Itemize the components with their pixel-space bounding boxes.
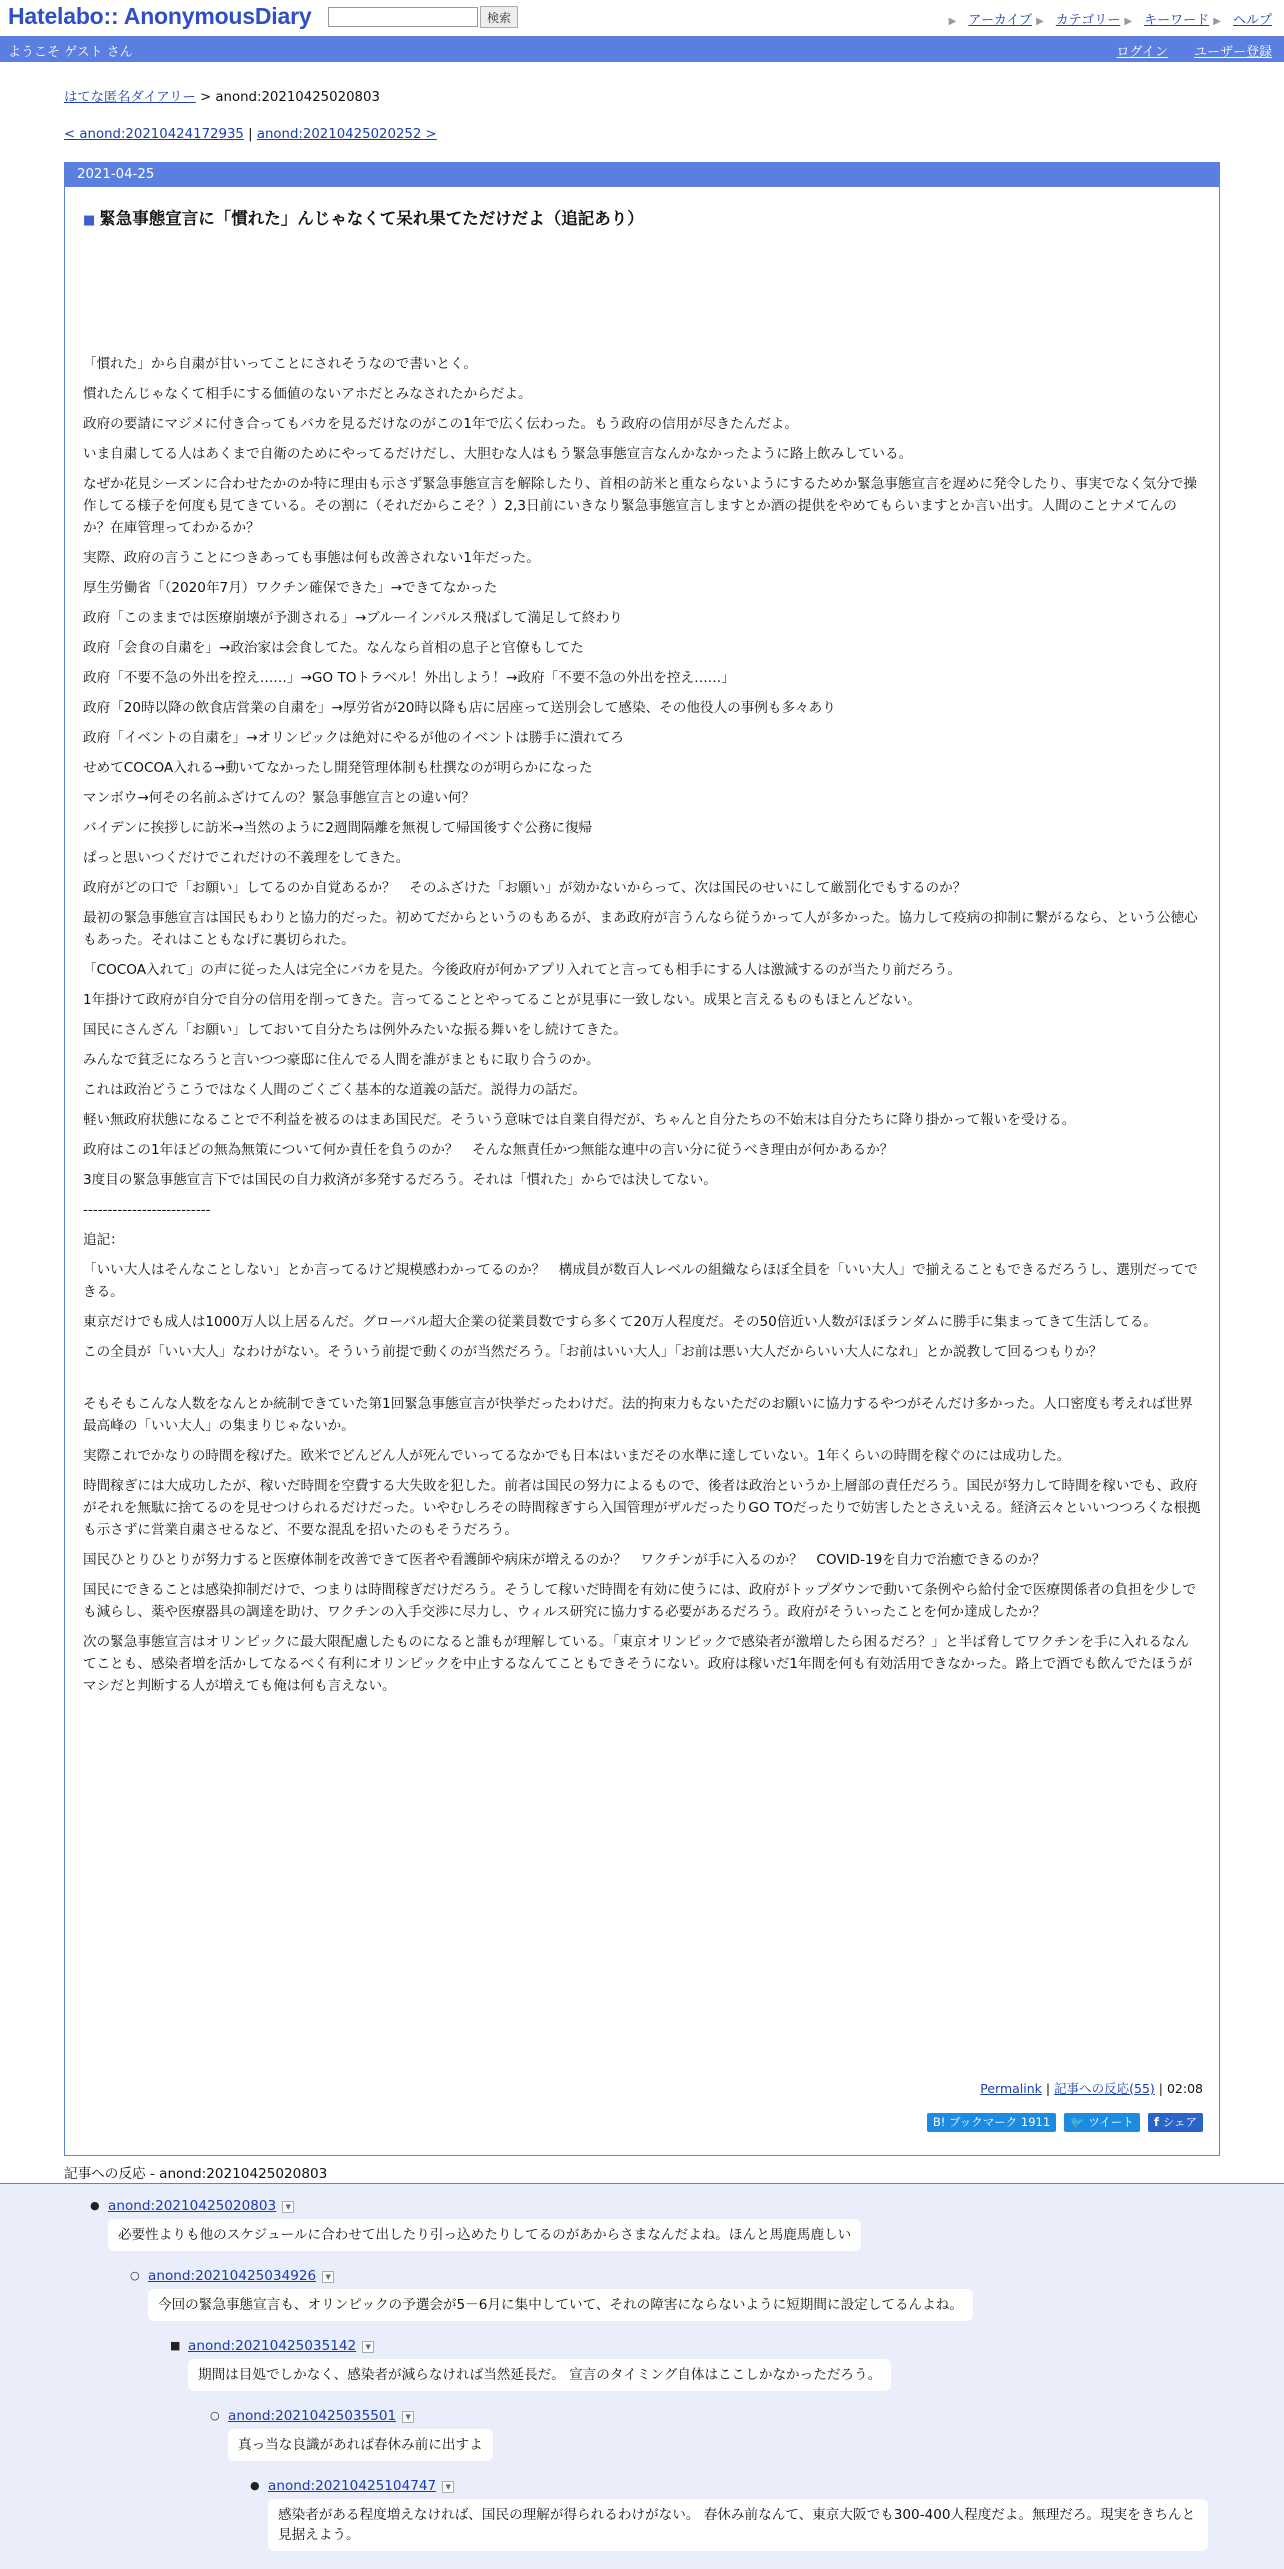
responses-heading: 記事への反応 - anond:20210425020803 xyxy=(64,2166,328,2182)
archive-link[interactable]: アーカイブ xyxy=(968,13,1032,28)
entry-paragraph: 実際これでかなりの時間を稼げた。欧米でどんどん人が死んでいってるなかでも日本はいまだその水準に達していない。1年くらいの時間を稼ぐのには成功した。 xyxy=(83,1448,1071,1464)
breadcrumb-current: anond:20210425020803 xyxy=(215,90,380,105)
entry-paragraph: せめてCOCOA入れる→動いてなかったし開発管理体制も杜撰なのが明らかになった xyxy=(83,760,593,776)
entry-paragraph: 1年掛けて政府が自分で自分の信用を削ってきた。言ってることとやってることが見事に一致しない。成果と言えるものもほとんどない。 xyxy=(83,992,921,1008)
facebook-share-button[interactable] xyxy=(1148,2113,1203,2132)
bullet-icon: ▶ xyxy=(1213,16,1221,27)
chevron-down-icon[interactable]: ▼ xyxy=(282,2201,294,2213)
entry-paragraph: 3度目の緊急事態宣言下では国民の自力救済が多発するだろう。それは「慣れた」からでは決してない。 xyxy=(83,1172,717,1188)
entry-paragraph: 時間稼ぎには大成功したが、稼いだ時間を空費する大失敗を犯した。前者は国民の努力によるもので、後者は政治というか上層部の責任だろう。国民が努力して時間を稼いでも、政府がそれを無駄に捨てるのを見せつけられるだけだった。いやむしろその時間稼ぎすら入国管理がザルだったりGO TOだったりで妨害したとさえいえる。経済云々といいつつろくな根拠も示さずに営業自粛させるなど、不要な混乱を招いたのもそうだろう。 xyxy=(83,1478,1201,1538)
entry-paragraph: マンボウ→何その名前ふざけてんの？緊急事態宣言との違い何？ xyxy=(83,790,476,806)
breadcrumb-home[interactable]: はてな匿名ダイアリー xyxy=(64,90,196,105)
facebook-icon: f xyxy=(1154,2115,1160,2129)
entry-paragraph: 政府「会食の自粛を」→政治家は会食してた。なんなら首相の息子と官僚もしてた xyxy=(83,640,584,656)
entry-paragraph: -------------------------- xyxy=(83,1202,211,1218)
entry-paragraph: 「COCOA入れて」の声に従った人は完全にバカを見た。今後政府が何かアプリ入れてと言っても相手にする人は激減するのが当たり前だろう。 xyxy=(83,962,962,978)
entry-body xyxy=(83,353,1201,1705)
search-button[interactable]: 検索 xyxy=(480,6,518,28)
entry-paragraph: みんなで貧乏になろうと言いつつ豪邸に住んでる人間を誰がまともに取り合うのか。 xyxy=(83,1052,600,1068)
entry-paragraph: 次の緊急事態宣言はオリンピックに最大限配慮したものになると誰もが理解している。「東京オリンピックで感染者が激増したら困るだろ？」と半ば脅してワクチンを手に入れるなんてことも、感染者増を活かしてなるべく有利にオリンピックを中止するなんてこともできそうにない。政府は稼いだ1年間を何も有効活用できなかった。路上で酒でも飲んでたほうがマシだと判断する人が増えても俺は何も言えない。 xyxy=(83,1634,1193,1694)
tweet-button[interactable] xyxy=(1064,2113,1139,2132)
auth-links xyxy=(1094,41,1272,60)
bullet-icon: ● xyxy=(250,2479,260,2492)
response-link[interactable]: anond:20210425104747 xyxy=(268,2478,437,2494)
response-item xyxy=(250,2478,454,2494)
entry-paragraph: そもそもこんな人数をなんとか統制できていた第1回緊急事態宣言が快挙だったわけだ。法的拘束力もないただのお願いに協力するやつがそんだけ多かった。人口密度も考えれば世界最高峰の「いい大人」の集まりじゃないか。 xyxy=(83,1396,1193,1434)
bullet-icon: ▶ xyxy=(1036,16,1044,27)
square-icon[interactable]: ■ xyxy=(83,213,96,228)
entry-paragraph: 最初の緊急事態宣言は国民もわりと協力的だった。初めてだからというのもあるが、まあ政府が言うんなら従うかって人が多かった。協力して疫病の抑制に繋がるなら、という公徳心もあった。それはこともなげに裏切られた。 xyxy=(83,910,1198,948)
response-item xyxy=(90,2198,294,2214)
entry-paragraph: 追記： xyxy=(83,1232,124,1248)
chevron-down-icon[interactable]: ▼ xyxy=(362,2341,374,2353)
response-text: 期間は目処でしかなく、感染者が減らなければ当然延長だ。 宣言のタイミング自体はここしかなかっただろう。 xyxy=(188,2359,891,2391)
entry-paragraph: 政府「不要不急の外出を控え……」→GO TOトラベル！外出しよう！→政府「不要不急の外出を控え……」 xyxy=(83,670,735,686)
responses-tree xyxy=(0,2183,1284,2569)
response-link[interactable]: anond:20210425035142 xyxy=(188,2338,357,2354)
tweet-label: ツイート xyxy=(1088,2115,1134,2129)
entry-paragraph: 東京だけでも成人は1000万人以上居るんだ。グローバル超大企業の従業員数ですら多くて20万人程度だ。その50倍近い人数がほぼランダムに勝手に集まってきて生活してる。 xyxy=(83,1314,1157,1330)
entry-paragraph: 国民ひとりひとりが努力すると医療体制を改善できて医者や看護師や病床が増えるのか？ ワクチンが手に入るのか？ COVID-19を自力で治癒できるのか？ xyxy=(83,1552,1046,1568)
entry-paragraph: 政府「20時以降の飲食店営業の自粛を」→厚労省が20時以降も店に居座って送別会して感染、その他役人の事例も多々あり xyxy=(83,700,836,716)
entry-navigation xyxy=(64,127,437,142)
entry-paragraph: 政府がどの口で「お願い」してるのか自覚あるか？ そのふざけた「お願い」が効かないからって、次は国民のせいにして厳罰化でもするのか？ xyxy=(83,880,967,896)
chevron-down-icon[interactable]: ▼ xyxy=(402,2411,414,2423)
bullet-icon: ▶ xyxy=(1124,16,1133,27)
response-item xyxy=(210,2408,414,2424)
breadcrumb-separator: > xyxy=(200,90,212,105)
help-link[interactable]: ヘルプ xyxy=(1232,13,1272,28)
user-bar xyxy=(0,36,1284,62)
entry-paragraph: 国民にできることは感染抑制だけで、つまりは時間稼ぎだけだろう。そうして稼いだ時間を有効に使うには、政府がトップダウンで動いて条例やら給付金で医療関係者の負担を少しでも減らし、薬や医療器具の調達を助け、ワクチンの入手交渉に尽力し、ウィルス研究に協力する必要があるだろう。政府がそういったことを何か達成したか？ xyxy=(83,1582,1197,1620)
bullet-icon: ● xyxy=(90,2199,100,2212)
entry-paragraph: 実際、政府の言うことにつきあっても事態は何も改善されない1年だった。 xyxy=(83,550,540,566)
bullet-icon: ▶ xyxy=(948,16,957,27)
article xyxy=(64,162,1220,2156)
response-link[interactable]: anond:20210425020803 xyxy=(108,2198,277,2214)
entry-paragraph: 政府「イベントの自粛を」→オリンピックは絶対にやるが他のイベントは勝手に潰れてろ xyxy=(83,730,624,746)
entry-paragraph: これは政治どうこうではなく人間のごくごく基本的な道義の話だ。説得力の話だ。 xyxy=(83,1082,586,1098)
prev-entry-link[interactable]: < anond:20210424172935 xyxy=(64,127,244,142)
twitter-icon: 🐦 xyxy=(1070,2115,1085,2129)
footer-separator: | xyxy=(1158,2081,1163,2096)
bullet-icon: ■ xyxy=(170,2339,181,2352)
response-item xyxy=(170,2338,374,2354)
site-logo[interactable]: Hatelabo:: AnonymousDiary xyxy=(8,3,312,29)
entry-title xyxy=(83,205,644,229)
entry-paragraph: 「慣れた」から自粛が甘いってことにされそうなので書いとく。 xyxy=(83,356,477,372)
entry-date: 2021-04-25 xyxy=(65,163,1219,187)
response-text: 感染者がある程度増えなければ、国民の理解が得られるわけがない。 春休み前なんて、東京大阪でも300-400人程度だよ。無理だろ。現実をきちんと見据えよう。 xyxy=(268,2499,1208,2551)
entry-paragraph: 政府はこの1年ほどの無為無策について何か責任を負うのか？ そんな無責任かつ無能な連中の言い分に従うべき理由が何かあるか？ xyxy=(83,1142,894,1158)
breadcrumb xyxy=(64,86,380,105)
category-link[interactable]: カテゴリー xyxy=(1055,13,1121,28)
entry-paragraph: ぱっと思いつくだけでこれだけの不義理をしてきた。 xyxy=(83,850,410,866)
chevron-down-icon[interactable]: ▼ xyxy=(322,2271,334,2283)
entry-time: 02:08 xyxy=(1166,2081,1203,2096)
entry-paragraph: なぜか花見シーズンに合わせたかのか特に理由も示さず緊急事態宣言を解除したり、首相の訪米と重ならないようにするためか緊急事態宣言を遅めに発令したり、事実でなく気分で操作してる様子を何度も見てきている。その割に（それだからこそ？）2,3日前にいきなり緊急事態宣言しますとか酒の提供をやめてもらいますとか言い出す。人間のことナメてんのか？在庫管理ってわかるか？ xyxy=(83,476,1198,536)
search-input[interactable] xyxy=(328,7,478,27)
hatena-bookmark-button[interactable]: B! ブックマーク 1911 xyxy=(927,2113,1056,2132)
bullet-icon: ○ xyxy=(130,2269,140,2282)
responses-link[interactable]: 記事への反応(55) xyxy=(1054,2081,1155,2096)
entry-paragraph: 「いい大人はそんなことしない」とか言ってるけど規模感わかってるのか？ 構成員が数百人レベルの組織ならほぼ全員を「いい大人」で揃えることもできるだろうし、選別だってできる。 xyxy=(83,1262,1198,1300)
keyword-link[interactable]: キーワード xyxy=(1144,13,1210,28)
footer-separator: | xyxy=(1045,2081,1051,2096)
response-link[interactable]: anond:20210425034926 xyxy=(148,2268,317,2284)
bullet-icon: ○ xyxy=(210,2409,220,2422)
entry-paragraph: 厚生労働省「（2020年7月）ワクチン確保できた」→できてなかった xyxy=(83,580,498,596)
response-text: 真っ当な良識があれば春休み前に出すよ xyxy=(228,2429,493,2461)
signup-link[interactable]: ユーザー登録 xyxy=(1193,45,1272,60)
nav-separator: | xyxy=(248,127,253,142)
share-buttons xyxy=(923,2113,1203,2132)
share-label: シェア xyxy=(1162,2115,1197,2129)
entry-paragraph: いま自粛してる人はあくまで自衛のためにやってるだけだし、大胆むな人はもう緊急事態宣言なんかなかったように路上飲みしている。 xyxy=(83,446,913,462)
permalink[interactable]: Permalink xyxy=(980,2081,1042,2096)
response-text: 今回の緊急事態宣言も、オリンピックの予選会が5－6月に集中していて、それの障害にならないように短期間に設定してるんよね。 xyxy=(148,2289,973,2321)
entry-title-text: 緊急事態宣言に「慣れた」んじゃなくて呆れ果てただけだよ（追記あり） xyxy=(99,209,644,228)
chevron-down-icon[interactable]: ▼ xyxy=(442,2481,454,2493)
spacer xyxy=(83,1371,1201,1385)
welcome-text: ようこそ ゲスト さん xyxy=(8,45,133,60)
response-link[interactable]: anond:20210425035501 xyxy=(228,2408,397,2424)
entry-paragraph: 軽い無政府状態になることで不利益を被るのはまあ国民だ。そういう意味では自業自得だが、ちゃんと自分たちの不始末は自分たちに降り掛かって報いを受ける。 xyxy=(83,1112,1076,1128)
next-entry-link[interactable]: anond:20210425020252 > xyxy=(256,127,437,142)
entry-paragraph: 政府の要請にマジメに付き合ってもバカを見るだけなのがこの1年で広く伝わった。もう政府の信用が尽きたんだよ。 xyxy=(83,416,798,432)
entry-paragraph: 慣れたんじゃなくて相手にする価値のないアホだとみなされたからだよ。 xyxy=(83,386,532,402)
entry-paragraph: 国民にさんざん「お願い」しておいて自分たちは例外みたいな振る舞いをし続けてきた。 xyxy=(83,1022,627,1038)
entry-paragraph: 政府「このままでは医療崩壊が予測される」→ブルーインパルス飛ばして満足して終わり xyxy=(83,610,623,626)
top-links xyxy=(949,9,1272,28)
login-link[interactable]: ログイン xyxy=(1116,45,1168,60)
entry-footer xyxy=(980,2079,1203,2097)
top-header xyxy=(0,0,1284,36)
response-item xyxy=(130,2268,334,2284)
entry-paragraph: この全員が「いい大人」なわけがない。そういう前提で動くのが当然だろう。「お前はいい大人」「お前は悪い大人だからいい大人になれ」とか説教して回るつもりか？ xyxy=(83,1344,1103,1360)
response-text: 必要性よりも他のスケジュールに合わせて出したり引っ込めたりしてるのがあからさまなんだよね。ほんと馬鹿馬鹿しい xyxy=(108,2219,861,2251)
entry-paragraph: バイデンに挨拶しに訪米→当然のように2週間隔離を無視して帰国後すぐ公務に復帰 xyxy=(83,820,593,836)
